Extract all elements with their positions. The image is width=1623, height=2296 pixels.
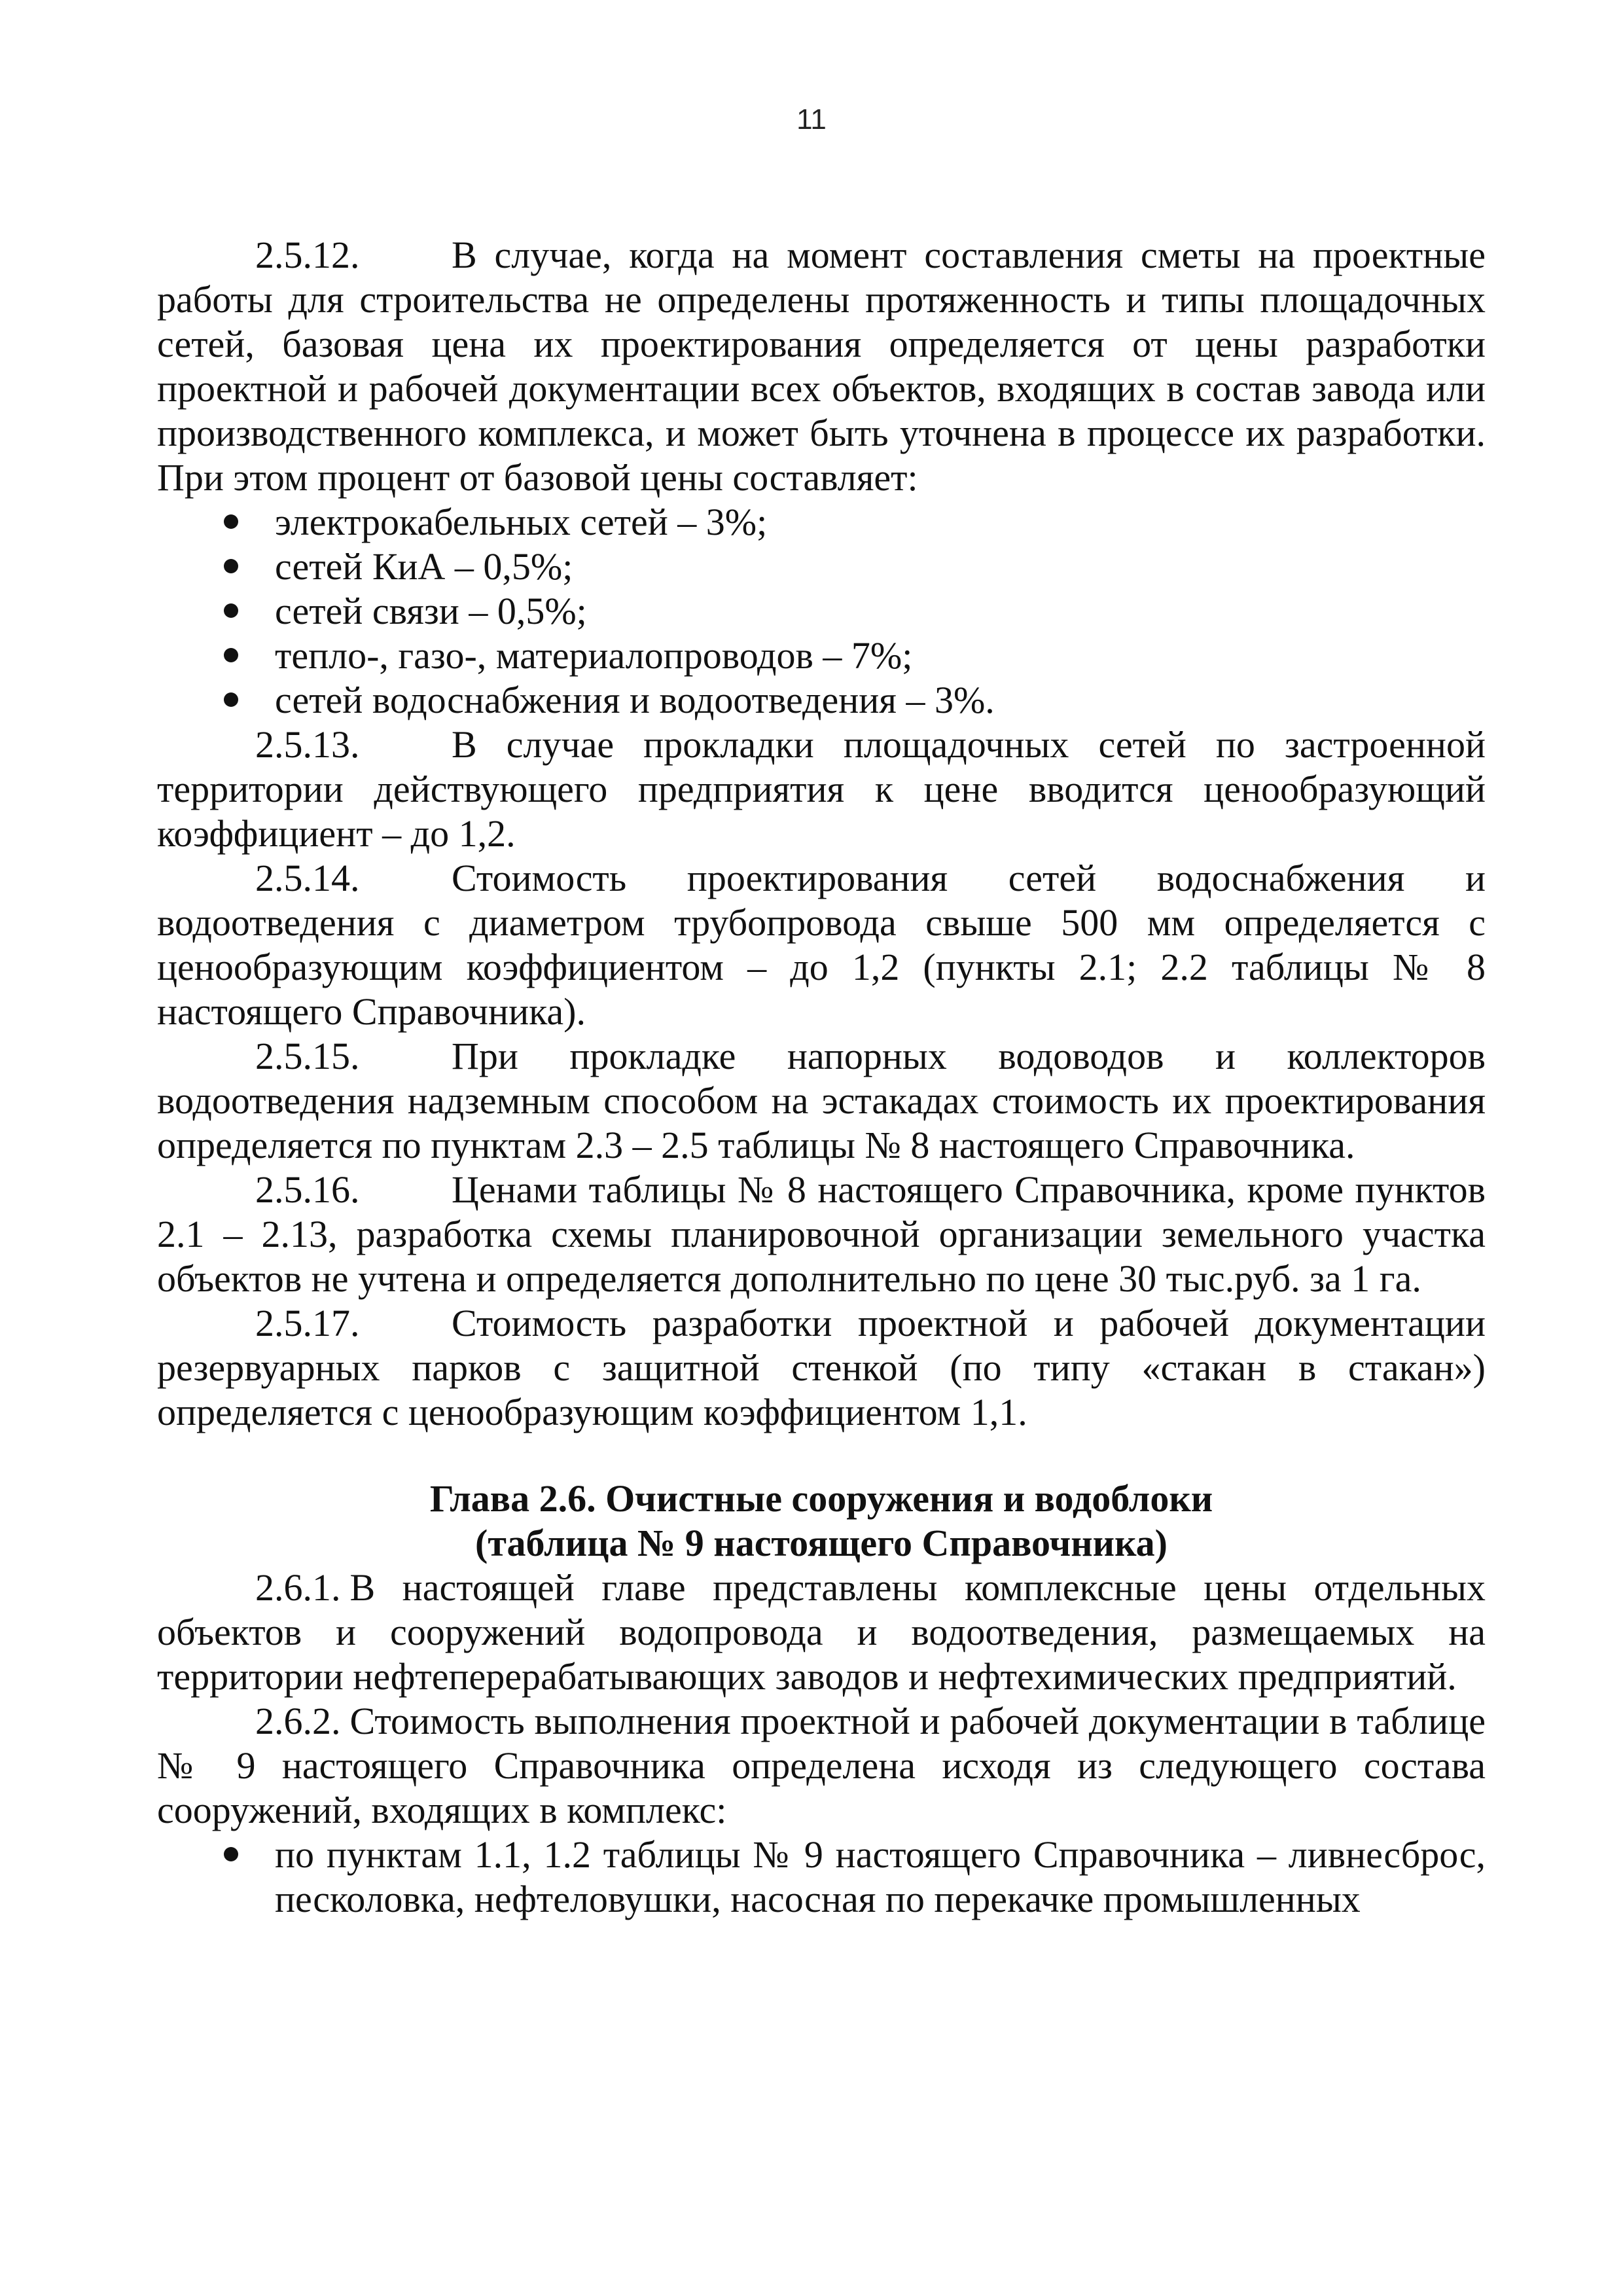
list-item-text: по пунктам 1.1, 1.2 таблицы № 9 настоящего Справочника – ливнесброс, песколовка, нефтеловушки, насосная по перекачке промышленных (275, 1833, 1486, 1920)
bullet-icon (224, 648, 238, 662)
section-text: При прокладке напорных водоводов и коллекторов водоотведения надземным способом на эстакадах стоимость их проектирования определяется по пунктам 2.3 – 2.5 таблицы № 8 настоящего Справочника. (157, 1035, 1486, 1166)
section-number: 2.5.14. (255, 857, 360, 899)
section-text: В случае прокладки площадочных сетей по застроенной территории действующего предприятия к цене вводится ценообразующий коэффициент – до 1,2. (157, 723, 1486, 855)
section-number: 2.5.13. (255, 723, 360, 766)
section-text: Стоимость выполнения проектной и рабочей документации в таблице № 9 настоящего Справочника определена исходя из следующего состава сооружений, входящих в комплекс: (157, 1700, 1486, 1831)
section-2-5-14 (157, 856, 1486, 1034)
section-text: Стоимость проектирования сетей водоснабжения и водоотведения с диаметром трубопровода свыше 500 мм определяется с ценообразующим коэффициентом – до 1,2 (пункты 2.1; 2.2 таблицы № 8 настоящего Справочника). (157, 857, 1486, 1033)
chapter-subtitle: (таблица № 9 настоящего Справочника) (475, 1522, 1168, 1564)
list-item (275, 678, 1486, 723)
body-text (157, 233, 1486, 1922)
section-2-5-16 (157, 1168, 1486, 1301)
chapter-title: Глава 2.6. Очистные сооружения и водоблоки (429, 1477, 1213, 1520)
list-item (275, 589, 1486, 634)
bullet-icon (224, 1847, 238, 1861)
section-2-6-1 (157, 1566, 1486, 1699)
page-number: 11 (796, 103, 827, 135)
section-text: В настоящей главе представлены комплексные цены отдельных объектов и сооружений водопровода и водоотведения, размещаемых на территории нефтеперерабатывающих заводов и нефтехимических предприятий. (157, 1566, 1486, 1698)
list-item (275, 634, 1486, 678)
list-item-text: тепло-, газо-, материалопроводов – 7%; (275, 634, 913, 677)
section-2-6-2 (157, 1699, 1486, 1833)
section-2-5-17 (157, 1301, 1486, 1435)
list-item (275, 545, 1486, 589)
list-item-text: сетей водоснабжения и водоотведения – 3%. (275, 679, 995, 721)
chapter-heading (157, 1477, 1486, 1566)
section-2-5-12 (157, 233, 1486, 500)
bullet-icon (224, 692, 238, 707)
section-number: 2.5.12. (255, 234, 360, 276)
list-item-text: сетей КиА – 0,5%; (275, 545, 573, 588)
section-number: 2.6.2. (255, 1700, 341, 1742)
section-text: Стоимость разработки проектной и рабочей документации резервуарных парков с защитной стенкой (по типу «стакан в стакан») определяется с ценообразующим коэффициентом 1,1. (157, 1302, 1486, 1433)
section-2-5-13 (157, 723, 1486, 856)
section-number: 2.5.15. (255, 1035, 360, 1077)
bullet-icon (224, 559, 238, 573)
section-number: 2.5.16. (255, 1168, 360, 1211)
section-2-5-15 (157, 1034, 1486, 1168)
list-item-text: электрокабельных сетей – 3%; (275, 501, 768, 543)
list-item-text: сетей связи – 0,5%; (275, 590, 587, 632)
percent-list (157, 500, 1486, 723)
bullet-icon (224, 514, 238, 529)
list-item (275, 1833, 1486, 1922)
composition-list (157, 1833, 1486, 1922)
section-text: Ценами таблицы № 8 настоящего Справочника, кроме пунктов 2.1 – 2.13, разработка схемы планировочной организации земельного участка объектов не учтена и определяется дополнительно по цене 30 тыс.руб. за 1 га. (157, 1168, 1486, 1300)
section-number: 2.6.1. (255, 1566, 341, 1609)
list-item (275, 500, 1486, 545)
section-number: 2.5.17. (255, 1302, 360, 1344)
section-text: В случае, когда на момент составления сметы на проектные работы для строительства не определены протяженность и типы площадочных сетей, базовая цена их проектирования определяется от цены разработки проектной и рабочей документации всех объектов, входящих в состав завода или производственного комплекса, и может быть уточнена в процессе их разработки. При этом процент от базовой цены составляет: (157, 234, 1486, 499)
bullet-icon (224, 603, 238, 618)
